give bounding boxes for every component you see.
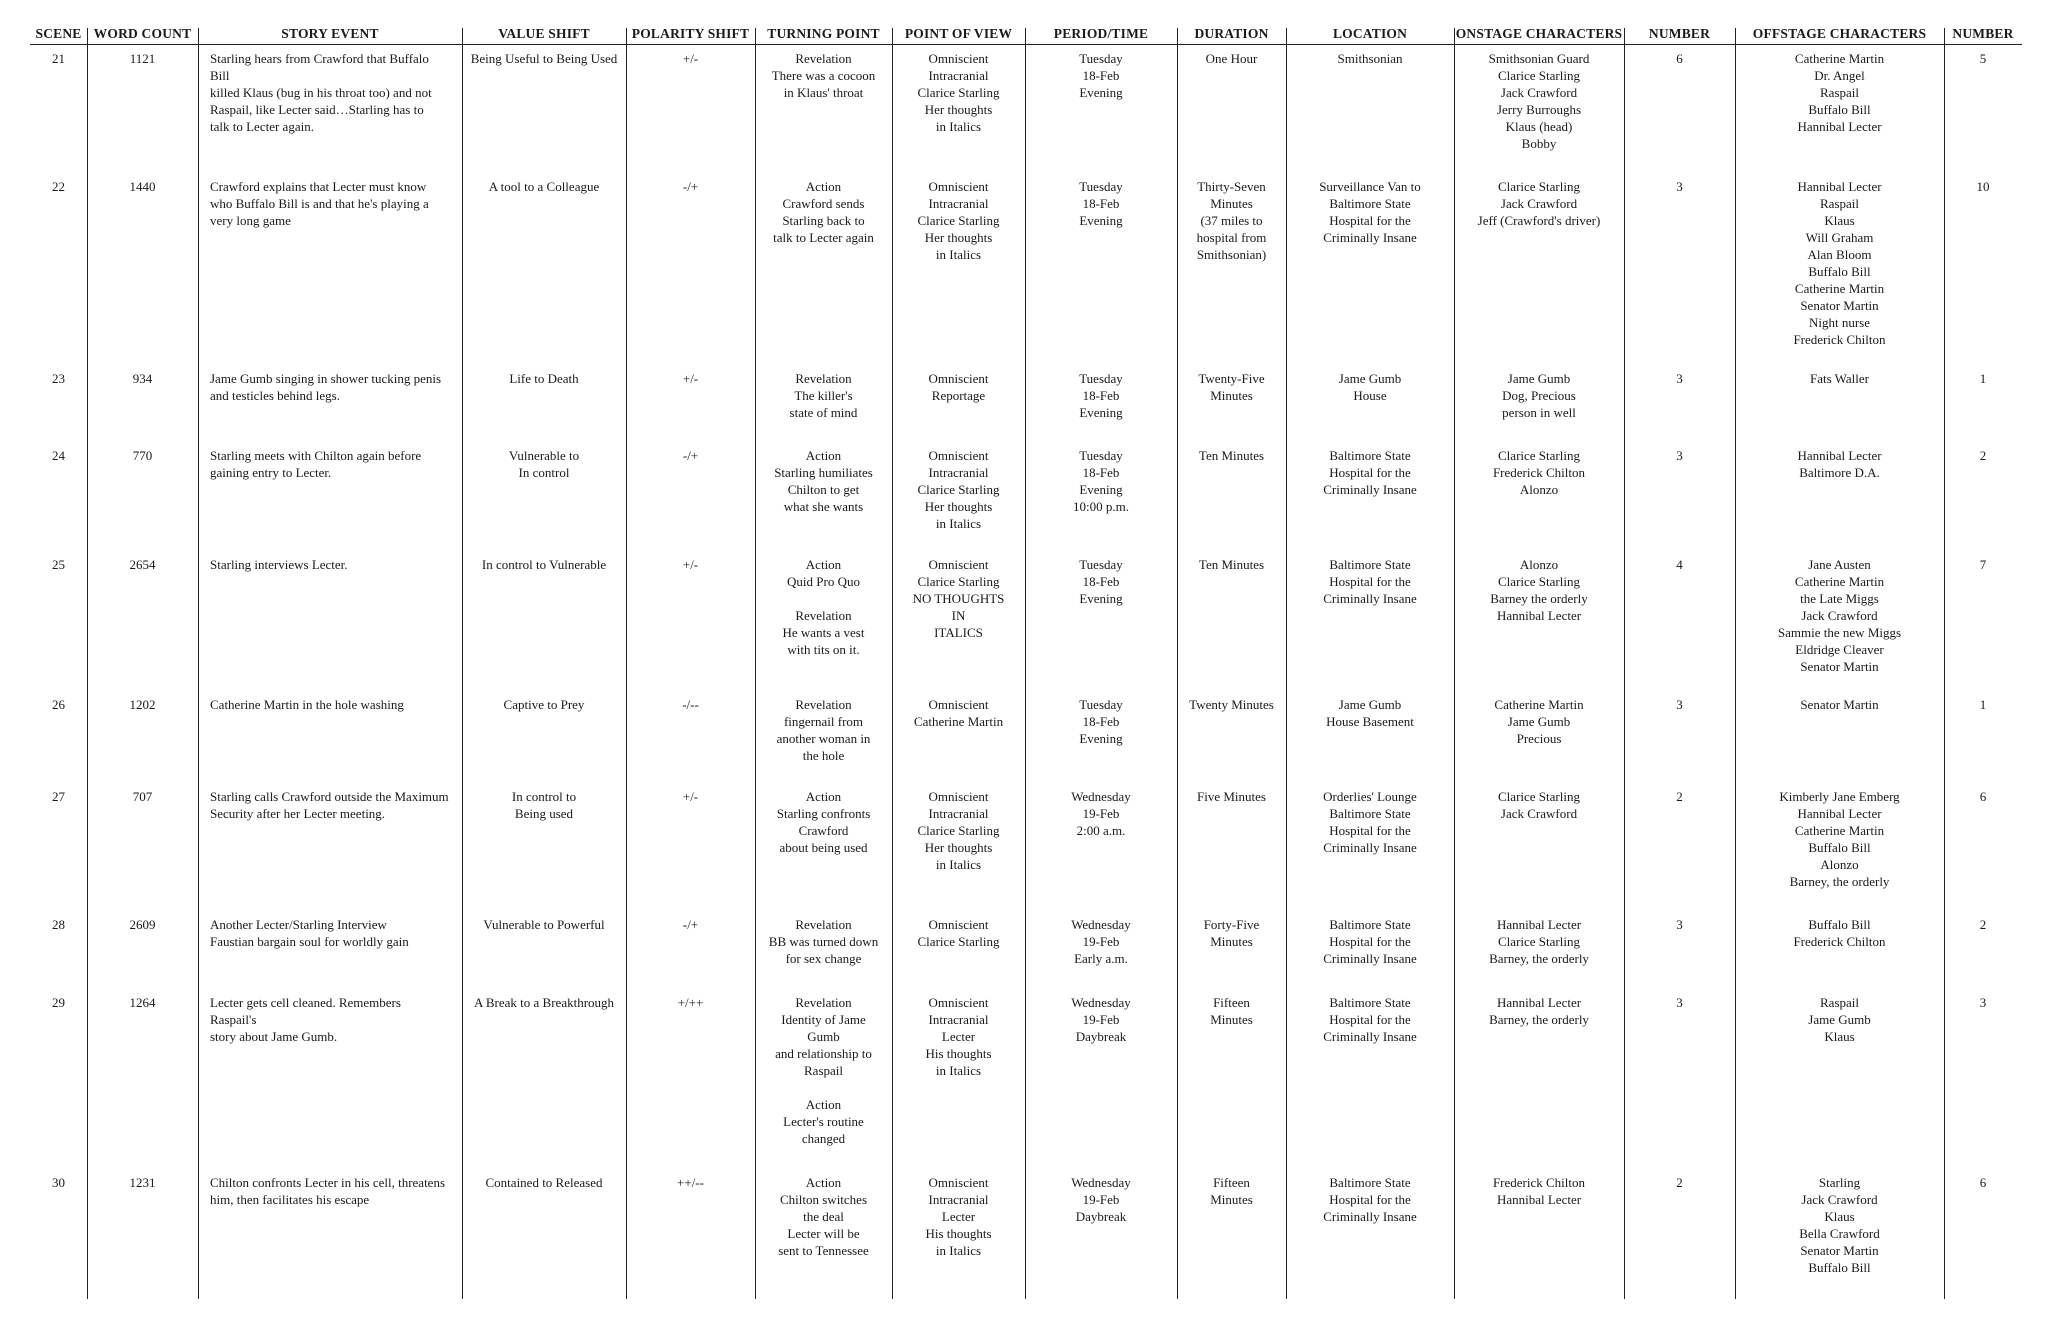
header-turning-point: TURNING POINT bbox=[767, 26, 880, 41]
row-26-polarity-shift: -/-- bbox=[682, 697, 699, 712]
row-27-period-time: Wednesday 19-Feb 2:00 a.m. bbox=[1071, 789, 1131, 838]
row-25-period-time: Tuesday 18-Feb Evening bbox=[1079, 557, 1123, 606]
row-27-duration: Five Minutes bbox=[1197, 789, 1266, 804]
row-21-turning-point: Revelation There was a cocoon in Klaus' throat bbox=[771, 51, 876, 100]
row-30-onstage-characters: Frederick Chilton Hannibal Lecter bbox=[1492, 1175, 1586, 1207]
row-24-word-count: 770 bbox=[132, 448, 153, 463]
column-divider bbox=[1286, 28, 1287, 1299]
row-22-scene: 22 bbox=[52, 179, 65, 194]
row-21-duration: One Hour bbox=[1205, 51, 1258, 66]
row-28-onstage-number: 3 bbox=[1676, 917, 1683, 932]
header-word-count: WORD COUNT bbox=[93, 26, 192, 41]
row-30-location: Baltimore State Hospital for the Criminally Insane bbox=[1323, 1175, 1417, 1224]
row-30-offstage-characters: Starling Jack Crawford Klaus Bella Crawford Senator Martin Buffalo Bill bbox=[1799, 1175, 1880, 1275]
row-29-turning-point: Revelation Identity of Jame Gumb and relationship to Raspail Action Lecter's routine changed bbox=[775, 995, 872, 1146]
header-onstage-characters: ONSTAGE CHARACTERS bbox=[1455, 26, 1623, 41]
row-22-polarity-shift: -/+ bbox=[682, 179, 699, 194]
row-24-location: Baltimore State Hospital for the Criminally Insane bbox=[1323, 448, 1417, 497]
header-scene: SCENE bbox=[35, 26, 82, 41]
row-23-location: Jame Gumb House bbox=[1338, 371, 1402, 403]
row-28-value-shift: Vulnerable to Powerful bbox=[483, 917, 605, 932]
row-22-onstage-characters: Clarice Starling Jack Crawford Jeff (Crawford's driver) bbox=[1477, 179, 1601, 228]
row-27-onstage-characters: Clarice Starling Jack Crawford bbox=[1498, 789, 1580, 821]
row-30-turning-point: Action Chilton switches the deal Lecter will be sent to Tennessee bbox=[778, 1175, 869, 1258]
row-28-word-count: 2609 bbox=[129, 917, 156, 932]
row-28-location: Baltimore State Hospital for the Criminally Insane bbox=[1323, 917, 1417, 966]
column-divider bbox=[892, 28, 893, 1299]
row-29-offstage-number: 3 bbox=[1979, 995, 1987, 1010]
row-21-scene: 21 bbox=[52, 51, 65, 66]
header-polarity-shift: POLARITY SHIFT bbox=[631, 26, 750, 41]
row-29-offstage-characters: Raspail Jame Gumb Klaus bbox=[1808, 995, 1871, 1044]
row-24-period-time: Tuesday 18-Feb Evening 10:00 p.m. bbox=[1073, 448, 1129, 514]
column-divider bbox=[1177, 28, 1178, 1299]
column-divider bbox=[198, 28, 199, 1299]
row-23-polarity-shift: +/- bbox=[682, 371, 699, 386]
row-22-offstage-number: 10 bbox=[1976, 179, 1990, 194]
row-30-story-event: Chilton confronts Lecter in his cell, threatens him, then facilitates his escape bbox=[210, 1175, 446, 1207]
row-22-offstage-characters: Hannibal Lecter Raspail Klaus Will Graham Alan Bloom Buffalo Bill Catherine Martin Senator Martin Night nurse Frederick Chilton bbox=[1793, 179, 1886, 347]
row-22-duration: Thirty-Seven Minutes (37 miles to hospital from Smithsonian) bbox=[1196, 179, 1267, 262]
row-27-story-event: Starling calls Crawford outside the Maximum Security after her Lecter meeting. bbox=[210, 789, 449, 821]
row-28-period-time: Wednesday 19-Feb Early a.m. bbox=[1071, 917, 1131, 966]
column-divider bbox=[1624, 28, 1625, 1299]
row-26-offstage-number: 1 bbox=[1979, 697, 1987, 712]
row-25-word-count: 2654 bbox=[129, 557, 156, 572]
row-22-value-shift: A tool to a Colleague bbox=[488, 179, 600, 194]
row-28-scene: 28 bbox=[52, 917, 65, 932]
row-22-story-event: Crawford explains that Lecter must know who Buffalo Bill is and that he's playing a very long game bbox=[210, 179, 429, 228]
row-26-duration: Twenty Minutes bbox=[1189, 697, 1274, 712]
row-28-story-event: Another Lecter/Starling Interview Faustian bargain soul for worldly gain bbox=[210, 917, 409, 949]
row-26-onstage-characters: Catherine Martin Jame Gumb Precious bbox=[1494, 697, 1584, 746]
row-25-turning-point: Action Quid Pro Quo Revelation He wants a vest with tits on it. bbox=[782, 557, 865, 657]
header-point-of-view: POINT OF VIEW bbox=[904, 26, 1013, 41]
row-24-offstage-characters: Hannibal Lecter Baltimore D.A. bbox=[1797, 448, 1882, 480]
header-offstage-number: NUMBER bbox=[1952, 26, 2014, 41]
row-21-offstage-characters: Catherine Martin Dr. Angel Raspail Buffalo Bill Hannibal Lecter bbox=[1794, 51, 1885, 134]
row-21-offstage-number: 5 bbox=[1979, 51, 1987, 66]
row-21-word-count: 1121 bbox=[129, 51, 156, 66]
row-23-scene: 23 bbox=[52, 371, 65, 386]
row-26-point-of-view: Omniscient Catherine Martin bbox=[913, 697, 1004, 729]
row-27-point-of-view: Omniscient Intracranial Clarice Starling Her thoughts in Italics bbox=[917, 789, 1000, 872]
row-21-story-event: Starling hears from Crawford that Buffalo Bill killed Klaus (bug in his throat too) and not Raspail, like Lecter said…Starling has to talk to Lecter again. bbox=[210, 51, 432, 134]
row-21-period-time: Tuesday 18-Feb Evening bbox=[1079, 51, 1123, 100]
row-24-story-event: Starling meets with Chilton again before gaining entry to Lecter. bbox=[210, 448, 422, 480]
row-23-word-count: 934 bbox=[132, 371, 153, 386]
scene-table bbox=[30, 24, 2022, 1299]
row-29-word-count: 1264 bbox=[129, 995, 156, 1010]
row-25-offstage-number: 7 bbox=[1979, 557, 1987, 572]
header-offstage-characters: OFFSTAGE CHARACTERS bbox=[1752, 26, 1927, 41]
row-29-story-event: Lecter gets cell cleaned. Remembers Raspail's story about Jame Gumb. bbox=[210, 995, 401, 1044]
row-21-point-of-view: Omniscient Intracranial Clarice Starling Her thoughts in Italics bbox=[917, 51, 1000, 134]
row-25-onstage-number: 4 bbox=[1676, 557, 1683, 572]
header-onstage-number: NUMBER bbox=[1648, 26, 1711, 41]
row-29-value-shift: A Break to a Breakthrough bbox=[473, 995, 615, 1010]
row-29-polarity-shift: +/++ bbox=[677, 995, 704, 1010]
column-divider bbox=[755, 28, 756, 1299]
row-29-onstage-number: 3 bbox=[1676, 995, 1683, 1010]
column-divider bbox=[626, 28, 627, 1299]
row-24-value-shift: Vulnerable to In control bbox=[508, 448, 580, 480]
row-28-offstage-number: 2 bbox=[1979, 917, 1987, 932]
row-23-offstage-number: 1 bbox=[1979, 371, 1987, 386]
row-24-turning-point: Action Starling humiliates Chilton to get what she wants bbox=[774, 448, 873, 514]
row-27-word-count: 707 bbox=[132, 789, 153, 804]
row-22-period-time: Tuesday 18-Feb Evening bbox=[1079, 179, 1123, 228]
row-28-turning-point: Revelation BB was turned down for sex change bbox=[768, 917, 879, 966]
row-24-duration: Ten Minutes bbox=[1198, 448, 1265, 463]
row-26-value-shift: Captive to Prey bbox=[503, 697, 585, 712]
column-divider bbox=[1735, 28, 1736, 1299]
row-27-offstage-number: 6 bbox=[1979, 789, 1987, 804]
row-23-onstage-characters: Jame Gumb Dog, Precious person in well bbox=[1502, 371, 1576, 420]
row-30-period-time: Wednesday 19-Feb Daybreak bbox=[1071, 1175, 1131, 1224]
header-duration: DURATION bbox=[1194, 26, 1269, 41]
row-25-story-event: Starling interviews Lecter. bbox=[210, 557, 348, 572]
row-26-story-event: Catherine Martin in the hole washing bbox=[210, 697, 404, 712]
row-28-duration: Forty-Five Minutes bbox=[1203, 917, 1260, 949]
row-25-value-shift: In control to Vulnerable bbox=[481, 557, 607, 572]
row-24-point-of-view: Omniscient Intracranial Clarice Starling Her thoughts in Italics bbox=[917, 448, 1000, 531]
row-24-offstage-number: 2 bbox=[1979, 448, 1987, 463]
row-22-turning-point: Action Crawford sends Starling back to talk to Lecter again bbox=[773, 179, 874, 245]
row-30-word-count: 1231 bbox=[129, 1175, 156, 1190]
row-25-duration: Ten Minutes bbox=[1198, 557, 1265, 572]
row-23-turning-point: Revelation The killer's state of mind bbox=[789, 371, 858, 420]
row-23-offstage-characters: Fats Waller bbox=[1809, 371, 1869, 386]
row-27-offstage-characters: Kimberly Jane Emberg Hannibal Lecter Catherine Martin Buffalo Bill Alonzo Barney, the orderly bbox=[1779, 789, 1900, 889]
row-22-word-count: 1440 bbox=[129, 179, 156, 194]
row-24-scene: 24 bbox=[52, 448, 65, 463]
row-23-story-event: Jame Gumb singing in shower tucking penis and testicles behind legs. bbox=[210, 371, 442, 403]
row-21-onstage-characters: Smithsonian Guard Clarice Starling Jack Crawford Jerry Burroughs Klaus (head) Bobby bbox=[1488, 51, 1590, 151]
row-25-location: Baltimore State Hospital for the Criminally Insane bbox=[1323, 557, 1417, 606]
row-26-onstage-number: 3 bbox=[1676, 697, 1683, 712]
row-29-period-time: Wednesday 19-Feb Daybreak bbox=[1071, 995, 1131, 1044]
column-divider bbox=[1454, 28, 1455, 1299]
row-30-scene: 30 bbox=[52, 1175, 65, 1190]
row-30-duration: Fifteen Minutes bbox=[1210, 1175, 1253, 1207]
row-26-scene: 26 bbox=[52, 697, 65, 712]
row-26-turning-point: Revelation fingernail from another woman in the hole bbox=[776, 697, 871, 763]
row-23-point-of-view: Omniscient Reportage bbox=[928, 371, 989, 403]
row-24-onstage-characters: Clarice Starling Frederick Chilton Alonzo bbox=[1492, 448, 1586, 497]
row-24-onstage-number: 3 bbox=[1676, 448, 1683, 463]
row-25-onstage-characters: Alonzo Clarice Starling Barney the orderly Hannibal Lecter bbox=[1490, 557, 1588, 623]
row-29-location: Baltimore State Hospital for the Criminally Insane bbox=[1323, 995, 1417, 1044]
row-22-onstage-number: 3 bbox=[1676, 179, 1683, 194]
column-divider bbox=[87, 28, 88, 1299]
row-27-value-shift: In control to Being used bbox=[511, 789, 577, 821]
row-23-duration: Twenty-Five Minutes bbox=[1198, 371, 1265, 403]
row-21-onstage-number: 6 bbox=[1676, 51, 1683, 66]
header-location: LOCATION bbox=[1332, 26, 1408, 41]
row-24-polarity-shift: -/+ bbox=[682, 448, 699, 463]
column-divider bbox=[462, 28, 463, 1299]
row-30-offstage-number: 6 bbox=[1979, 1175, 1987, 1190]
header-rule bbox=[30, 44, 2022, 45]
row-23-value-shift: Life to Death bbox=[509, 371, 579, 386]
row-29-scene: 29 bbox=[52, 995, 65, 1010]
row-28-offstage-characters: Buffalo Bill Frederick Chilton bbox=[1793, 917, 1886, 949]
row-21-polarity-shift: +/- bbox=[682, 51, 699, 66]
row-26-offstage-characters: Senator Martin bbox=[1800, 697, 1879, 712]
row-30-value-shift: Contained to Released bbox=[485, 1175, 603, 1190]
row-29-duration: Fifteen Minutes bbox=[1210, 995, 1253, 1027]
row-21-value-shift: Being Useful to Being Used bbox=[470, 51, 618, 66]
column-divider bbox=[1944, 28, 1945, 1299]
row-27-polarity-shift: +/- bbox=[682, 789, 699, 804]
row-27-scene: 27 bbox=[52, 789, 65, 804]
row-29-point-of-view: Omniscient Intracranial Lecter His thoughts in Italics bbox=[925, 995, 992, 1078]
row-28-onstage-characters: Hannibal Lecter Clarice Starling Barney, the orderly bbox=[1489, 917, 1589, 966]
row-26-word-count: 1202 bbox=[129, 697, 156, 712]
row-25-offstage-characters: Jane Austen Catherine Martin the Late Miggs Jack Crawford Sammie the new Miggs Eldridge Cleaver Senator Martin bbox=[1777, 557, 1902, 674]
row-30-onstage-number: 2 bbox=[1676, 1175, 1683, 1190]
header-story-event: STORY EVENT bbox=[281, 26, 379, 41]
row-25-scene: 25 bbox=[52, 557, 65, 572]
row-21-location: Smithsonian bbox=[1337, 51, 1403, 66]
row-25-polarity-shift: +/- bbox=[682, 557, 699, 572]
row-30-polarity-shift: ++/-- bbox=[677, 1175, 704, 1190]
row-23-onstage-number: 3 bbox=[1676, 371, 1683, 386]
row-29-onstage-characters: Hannibal Lecter Barney, the orderly bbox=[1489, 995, 1589, 1027]
header-value-shift: VALUE SHIFT bbox=[498, 26, 590, 41]
row-27-onstage-number: 2 bbox=[1676, 789, 1683, 804]
row-23-period-time: Tuesday 18-Feb Evening bbox=[1079, 371, 1123, 420]
row-27-location: Orderlies' Lounge Baltimore State Hospital for the Criminally Insane bbox=[1323, 789, 1417, 855]
header-period-time: PERIOD/TIME bbox=[1053, 26, 1149, 41]
row-26-period-time: Tuesday 18-Feb Evening bbox=[1079, 697, 1123, 746]
row-28-polarity-shift: -/+ bbox=[682, 917, 699, 932]
row-26-location: Jame Gumb House Basement bbox=[1326, 697, 1414, 729]
column-divider bbox=[1025, 28, 1026, 1299]
row-28-point-of-view: Omniscient Clarice Starling bbox=[917, 917, 1000, 949]
row-25-point-of-view: Omniscient Clarice Starling NO THOUGHTS IN ITALICS bbox=[912, 557, 1005, 640]
row-30-point-of-view: Omniscient Intracranial Lecter His thoughts in Italics bbox=[925, 1175, 992, 1258]
row-22-location: Surveillance Van to Baltimore State Hospital for the Criminally Insane bbox=[1319, 179, 1421, 245]
row-27-turning-point: Action Starling confronts Crawford about being used bbox=[776, 789, 871, 855]
row-22-point-of-view: Omniscient Intracranial Clarice Starling Her thoughts in Italics bbox=[917, 179, 1000, 262]
